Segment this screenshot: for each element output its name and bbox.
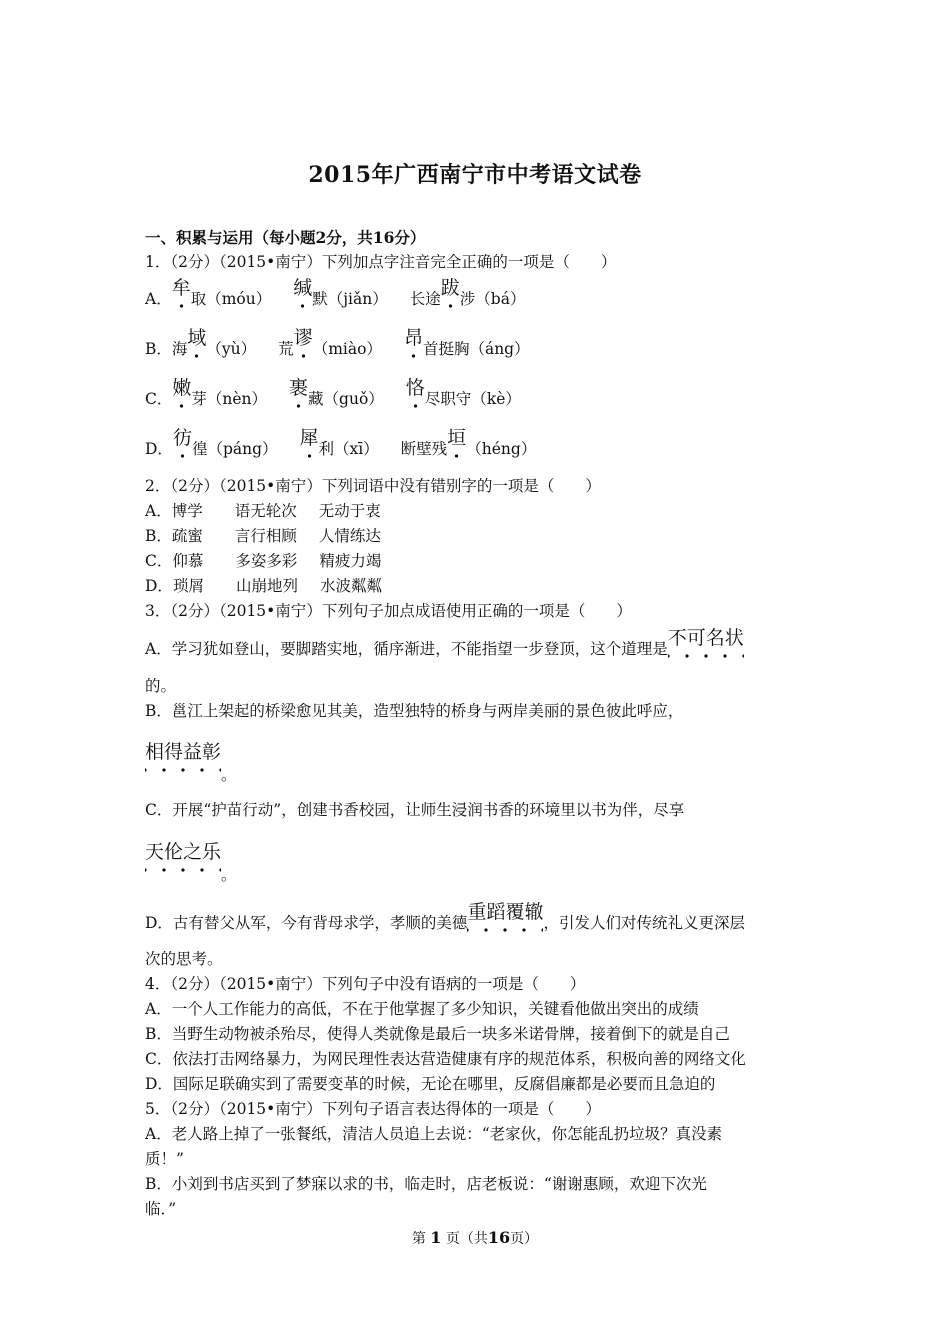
- q5-option-b: B．小刘到书店买到了梦寐以求的书，临走时，店老板说：“谢谢惠顾，欢迎下次光: [145, 1175, 707, 1193]
- page-title: 2015年广西南宁市中考语文试卷: [308, 162, 642, 188]
- q5-option-b-cont: 临．”: [145, 1200, 177, 1218]
- dotted-char: 缄: [293, 277, 313, 299]
- q2-option-b: B．疏蜜 言行相顾 人情练达: [145, 527, 381, 545]
- q5-option-a: A．老人路上掉了一张餐纸，清洁人员追上去说：“老家伙，你怎能乱扔垃圾？真没素: [145, 1125, 723, 1143]
- page-number: 1: [430, 1228, 442, 1247]
- dotted-char: 跋: [440, 277, 460, 299]
- dotted-char: 垣: [447, 427, 467, 449]
- q1-stem: 1．（2分）（2015•南宁）下列加点字注音完全正确的一项是（ ）: [145, 253, 617, 271]
- q3-option-b-idiom: 相得益彰。: [145, 741, 237, 784]
- q3-stem: 3．（2分）（2015•南宁）下列句子加点成语使用正确的一项是（ ）: [145, 602, 632, 620]
- page-footer: 第 1 页（共16页）: [411, 1228, 539, 1247]
- dotted-idiom: 不可名状: [667, 627, 744, 649]
- dotted-idiom: 重蹈覆辙: [467, 901, 544, 923]
- q1-option-a: A．牟取（móu） 缄默（jiǎn） 长途跋涉（bá）: [145, 277, 526, 308]
- q3-option-b: B．邕江上架起的桥梁愈见其美，造型独特的桥身与两岸美丽的景色彼此呼应，: [145, 702, 684, 720]
- q2-option-d: D．琐屑 山崩地列 水波粼粼: [145, 577, 382, 595]
- q3-option-a: A．学习犹如登山，要脚踏实地，循序渐进，不能指望一步登顶，这个道理是不可名状: [145, 627, 744, 658]
- dotted-idiom: 天伦之乐: [145, 841, 222, 863]
- q4-stem: 4．（2分）（2015•南宁）下列句子中没有语病的一项是（ ）: [145, 975, 586, 993]
- dotted-char: 犀: [299, 427, 319, 449]
- q5-stem: 5．（2分）（2015•南宁）下列句子语言表达得体的一项是（ ）: [145, 1100, 601, 1118]
- dotted-char: 昂: [403, 327, 423, 349]
- q4-option-a: A．一个人工作能力的高低，不在于他掌握了多少知识，关键看他做出突出的成绩: [145, 1000, 699, 1018]
- section-heading: 一、积累与运用（每小题2分，共16分）: [145, 228, 426, 247]
- total-pages: 16: [487, 1228, 511, 1247]
- q3-option-c: C．开展“护苗行动”，创建书香校园，让师生浸润书香的环境里以书为伴，尽享: [145, 801, 685, 819]
- q1-option-c: C．嫩芽（nèn） 裹藏（guǒ） 恪尽职守（kè）: [145, 377, 521, 408]
- q4-option-c: C．依法打击网络暴力，为网民理性表达营造健康有序的规范体系，积极向善的网络文化: [145, 1050, 746, 1068]
- q3-option-d: D．古有替父从军，今有背母求学，孝顺的美德重蹈覆辙，引发人们对传统礼义更深层: [145, 901, 745, 932]
- dotted-idiom: 相得益彰: [145, 741, 222, 763]
- dotted-char: 彷: [172, 427, 192, 449]
- q1-option-d: D．彷徨（páng） 犀利（xī） 断壁残垣（héng）: [145, 427, 537, 458]
- dotted-char: 恪: [405, 377, 425, 399]
- q2-option-c: C．仰慕 多姿多彩 精疲力竭: [145, 552, 382, 570]
- q3-option-d-cont: 次的思考。: [145, 950, 223, 968]
- q2-option-a: A．博学 语无轮次 无动于衷: [145, 502, 381, 520]
- dotted-char: 谬: [293, 327, 313, 349]
- dotted-char: 嫩: [172, 377, 192, 399]
- dotted-char: 裹: [289, 377, 309, 399]
- dotted-char: 域: [187, 327, 207, 349]
- q4-option-d: D．国际足联确实到了需要变革的时候，无论在哪里，反腐倡廉都是必要而且急迫的: [145, 1075, 716, 1093]
- q3-option-a-cont: 的。: [145, 677, 177, 695]
- q2-stem: 2．（2分）（2015•南宁）下列词语中没有错别字的一项是（ ）: [145, 477, 601, 495]
- q5-option-a-cont: 质！”: [145, 1150, 184, 1168]
- dotted-char: 牟: [171, 277, 191, 299]
- q4-option-b: B．当野生动物被杀殆尽，使得人类就像是最后一块多米诺骨牌，接着倒下的就是自己: [145, 1025, 730, 1043]
- q1-option-b: B．海域（yù） 荒谬（miào） 昂首挺胸（áng）: [145, 327, 530, 358]
- q3-option-c-idiom: 天伦之乐。: [145, 841, 237, 884]
